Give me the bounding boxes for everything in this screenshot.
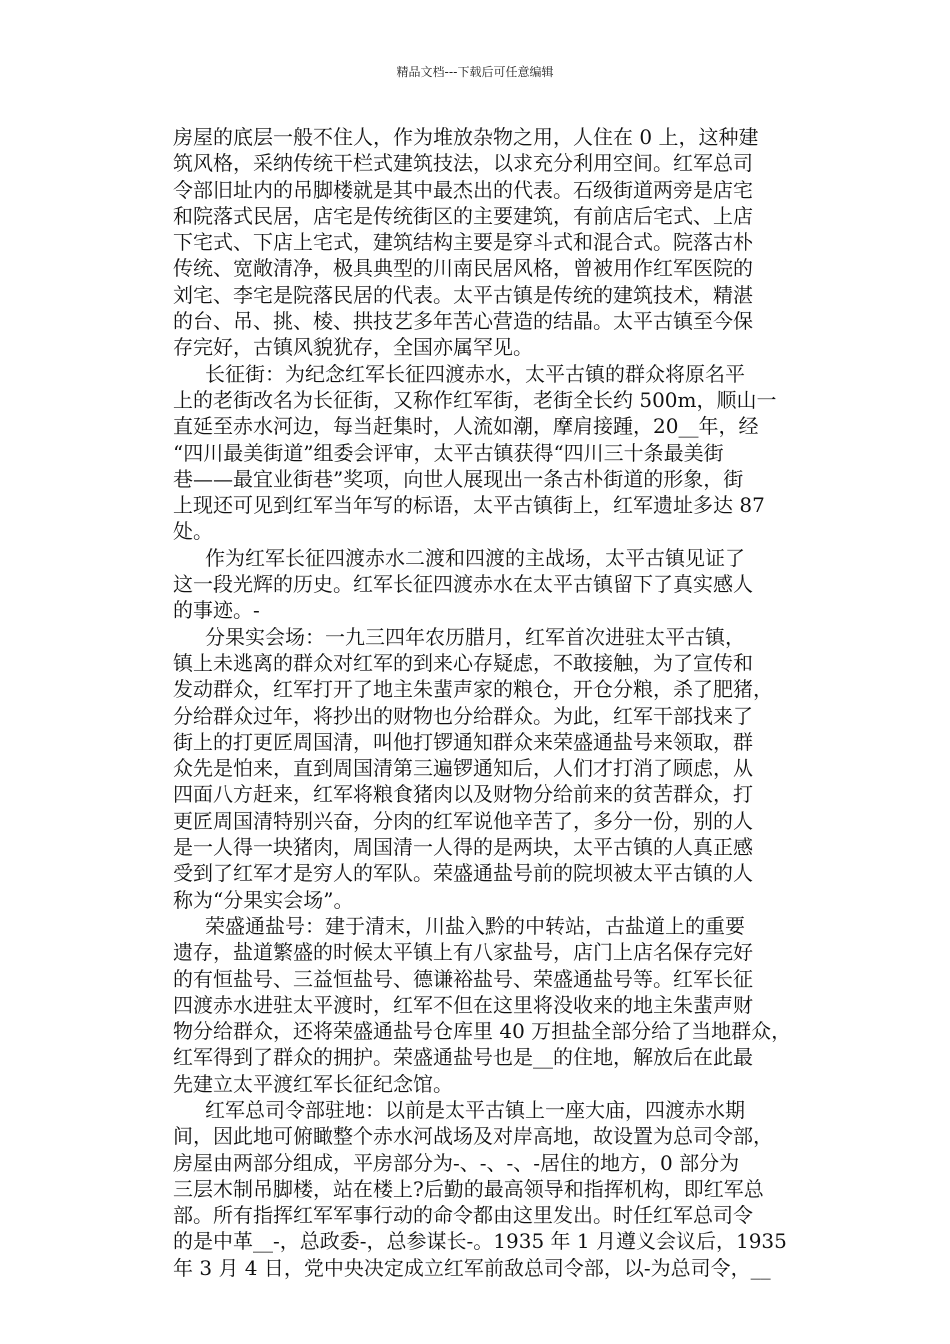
paragraph-first-line: 作为红军长征四渡赤水二渡和四渡的主战场，太平古镇见证了: [205, 545, 745, 570]
text-line: 房屋由两部分组成，平房部分为-、-、-、-居住的地方，0 部分为: [173, 1150, 740, 1175]
text-line: 称为“分果实会场”。: [173, 887, 354, 912]
text-line: 刘宅、李宅是院落民居的代表。太平古镇是传统的建筑技术，精湛: [173, 282, 753, 307]
text-line: 三层木制吊脚楼，站在楼上?后勤的最高领导和指挥机构，即红军总: [173, 1176, 764, 1201]
text-line: “四川最美街道”组委会评审，太平古镇获得“四川三十条最美街: [173, 440, 724, 465]
text-line: 年 3 月 4 日，党中央决定成立红军前敌总司令部，以-为总司令，__: [173, 1255, 771, 1280]
text-line: 巷——最宜业街巷”奖项，向世人展现出一条古朴街道的形象，街: [173, 466, 744, 491]
text-line: 传统、宽敞清净，极具典型的川南民居风格，曾被用作红军医院的: [173, 256, 753, 281]
text-line: 的台、吊、挑、棱、拱技艺多年苦心营造的结晶。太平古镇至今保: [173, 309, 753, 334]
text-line: 受到了红军才是穷人的军队。荣盛通盐号前的院坝被太平古镇的人: [173, 861, 753, 886]
text-line: 遗存，盐道繁盛的时候太平镇上有八家盐号，店门上店名保存完好: [173, 940, 753, 965]
text-line: 上的老街改名为长征街，又称作红军街，老街全长约 500m，顺山一: [173, 387, 777, 412]
document-body: [173, 124, 809, 1281]
text-line: 令部旧址内的吊脚楼就是其中最杰出的代表。石级街道两旁是店宅: [173, 177, 753, 202]
text-line: 红军得到了群众的拥护。荣盛通盐号也是__的住地，解放后在此最: [173, 1045, 753, 1070]
text-line: 四面八方赶来，红军将粮食猪肉以及财物分给前来的贫苦群众，打: [173, 782, 753, 807]
text-line: 发动群众，红军打开了地主朱蜚声家的粮仓，开仓分粮，杀了肥猪，: [173, 677, 773, 702]
paragraph-first-line: 长征街：为纪念红军长征四渡赤水，太平古镇的群众将原名平: [205, 361, 745, 386]
text-line: 四渡赤水进驻太平渡时，红军不但在这里将没收来的地主朱蜚声财: [173, 992, 753, 1017]
text-line: 镇上未逃离的群众对红军的到来心存疑虑，不敢接触，为了宣传和: [173, 650, 753, 675]
text-line: 是一人得一块猪肉，周国清一人得的是两块，太平古镇的人真正感: [173, 835, 753, 860]
paragraph-first-line: 红军总司令部驻地：以前是太平古镇上一座大庙，四渡赤水期: [205, 1097, 745, 1122]
text-line: 存完好，古镇风貌犹存，全国亦属罕见。: [173, 335, 533, 360]
paragraph-first-line: 荣盛通盐号：建于清末，川盐入黔的中转站，古盐道上的重要: [205, 913, 745, 938]
text-line: 上现还可见到红军当年写的标语，太平古镇街上，红军遗址多达 87: [173, 493, 765, 518]
text-line: 处。: [173, 519, 213, 544]
text-line: 这一段光辉的历史。红军长征四渡赤水在太平古镇留下了真实感人: [173, 572, 753, 597]
text-line: 的事迹。-: [173, 598, 260, 623]
paragraph-first-line: 分果实会场：一九三四年农历腊月，红军首次进驻太平古镇，: [205, 624, 745, 649]
text-line: 筑风格，采纳传统干栏式建筑技法，以求充分利用空间。红军总司: [173, 151, 753, 176]
text-line: 众先是怕来，直到周国清第三遍锣通知后，人们才打消了顾虑，从: [173, 756, 753, 781]
text-line: 和院落式民居，店宅是传统街区的主要建筑，有前店后宅式、上店: [173, 203, 753, 228]
text-line: 更匠周国清特别兴奋，分肉的红军说他辛苦了，多分一份，别的人: [173, 808, 753, 833]
text-line: 间，因此地可俯瞰整个赤水河战场及对岸高地，故设置为总司令部，: [173, 1124, 773, 1149]
text-line: 下宅式、下店上宅式，建筑结构主要是穿斗式和混合式。院落古朴: [173, 230, 753, 255]
text-line: 房屋的底层一般不住人，作为堆放杂物之用，人住在 0 上，这种建: [173, 125, 759, 149]
text-line: 物分给群众，还将荣盛通盐号仓库里 40 万担盐全部分给了当地群众，: [173, 1019, 792, 1044]
text-line: 部。所有指挥红军军事行动的命令都由这里发出。时任红军总司令: [173, 1203, 753, 1228]
text-line: 的是中革__-，总政委-，总参谋长-。1935 年 1 月遵义会议后，1935: [173, 1229, 787, 1254]
text-line: 分给群众过年，将抄出的财物也分给群众。为此，红军干部找来了: [173, 703, 753, 728]
text-line: 先建立太平渡红军长征纪念馆。: [173, 1071, 453, 1096]
text-line: 的有恒盐号、三益恒盐号、德谦裕盐号、荣盛通盐号等。红军长征: [173, 966, 753, 991]
text-line: 街上的打更匠周国清，叫他打锣通知群众来荣盛通盐号来领取，群: [173, 729, 753, 754]
page-header: 精品文档---下载后可任意编辑: [396, 65, 554, 79]
text-line: 直延至赤水河边，每当赶集时，人流如潮，摩肩接踵，20__年，经: [173, 414, 759, 439]
